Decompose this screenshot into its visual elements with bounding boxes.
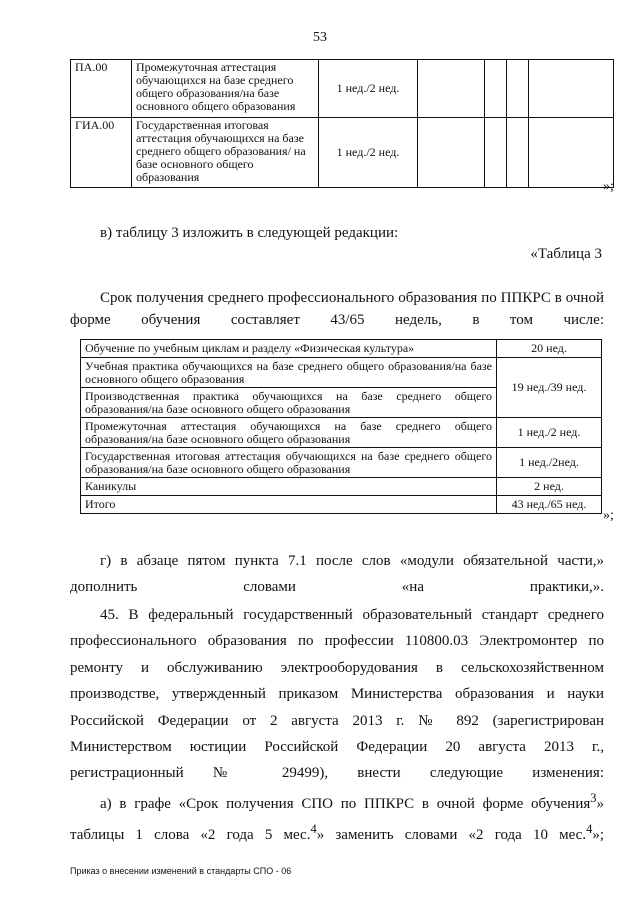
empty-cell [507, 60, 529, 118]
row-label: Обучение по учебным циклам и разделу «Физическая культура» [81, 340, 497, 358]
paragraph-a-text-1: а) в графе «Срок получения СПО по ППКРС в очной форме обучения [100, 796, 591, 812]
empty-cell [485, 118, 507, 188]
row-label: Учебная практика обучающихся на базе среднего общего образования/на базе основного общего образования [81, 358, 497, 388]
footnote-ref-3: 3 [590, 791, 597, 805]
paragraph-a-text-2: » таблицы 1 слова «2 года 5 мес. [70, 796, 604, 843]
table-top-continuation [70, 59, 614, 188]
row-value: 1 нед./2 нед. [497, 418, 602, 448]
page-footer: Приказ о внесении изменений в стандарты СПО - 06 [70, 866, 292, 876]
row-name: Государственная итоговая аттестация обучающихся на базе среднего общего образования/ на базе основного общего образования [132, 118, 319, 188]
empty-cell [418, 60, 485, 118]
row-label: Производственная практика обучающихся на базе среднего общего образования/на базе основного общего образования [81, 388, 497, 418]
table-row [71, 60, 614, 118]
empty-cell [485, 60, 507, 118]
paragraph-srok: Срок получения среднего профессионального образования по ППКРС в очной форме обучения составляет 43/65 недель, в том числе: [70, 290, 604, 328]
row-value: 2 нед. [497, 478, 602, 496]
footnote-ref-4: 4 [310, 822, 317, 836]
row-label: Каникулы [81, 478, 497, 496]
paragraph-a-text-3: » заменить словами «2 года 10 мес. [316, 827, 587, 843]
table-row [81, 496, 602, 514]
empty-cell [418, 118, 485, 188]
table-row [71, 118, 614, 188]
table3-closing-quote: »; [603, 508, 614, 523]
row-value: 19 нед./39 нед. [497, 358, 602, 418]
table-row [81, 448, 602, 478]
table-3 [80, 339, 602, 514]
row-code: ПА.00 [71, 60, 132, 118]
row-value: 1 нед./2нед. [497, 448, 602, 478]
paragraph-a-text-4: »; [592, 827, 604, 843]
page-number: 53 [313, 30, 327, 45]
table-row [81, 358, 602, 388]
paragraph-v: в) таблицу 3 изложить в следующей редакции: [100, 225, 399, 241]
row-label: Итого [81, 496, 497, 514]
table3-caption: «Таблица 3 [530, 246, 602, 262]
table-row [81, 478, 602, 496]
paragraph-45: 45. В федеральный государственный образовательный стандарт среднего профессионального образования по профессии 110800.03 Электромонтер по ремонту и обслуживанию электрооборудования в сельскохозяйственном производстве, утвержденный приказом Министерства образования и науки Российской Федерации от 2 августа 2013 г. № 892 (зарегистрирован Министерством юстиции Российской Федерации 20 августа 2013 г., регистрационный № 29499), внести следующие изменения: [70, 607, 604, 782]
row-value: 20 нед. [497, 340, 602, 358]
table-row [81, 340, 602, 358]
footnote-ref-4b: 4 [586, 822, 593, 836]
row-label: Промежуточная аттестация обучающихся на базе среднего общего образования/на базе основного общего образования [81, 418, 497, 448]
empty-cell [507, 118, 529, 188]
row-value: 43 нед./65 нед. [497, 496, 602, 514]
paragraph-a [70, 786, 604, 848]
empty-cell [529, 118, 614, 188]
table-row [81, 418, 602, 448]
empty-cell [529, 60, 614, 118]
paragraph-g: г) в абзаце пятом пункта 7.1 после слов «модули обязательной части,» дополнить словами «на практики,». [70, 553, 604, 595]
row-value: 1 нед./2 нед. [319, 60, 418, 118]
row-label: Государственная итоговая аттестация обучающихся на базе среднего общего образования/на базе основного общего образования [81, 448, 497, 478]
row-code: ГИА.00 [71, 118, 132, 188]
row-name: Промежуточная аттестация обучающихся на базе среднего общего образования/на базе основного общего образования [132, 60, 319, 118]
row-value: 1 нед./2 нед. [319, 118, 418, 188]
table-top-closing-quote: »; [603, 179, 614, 194]
